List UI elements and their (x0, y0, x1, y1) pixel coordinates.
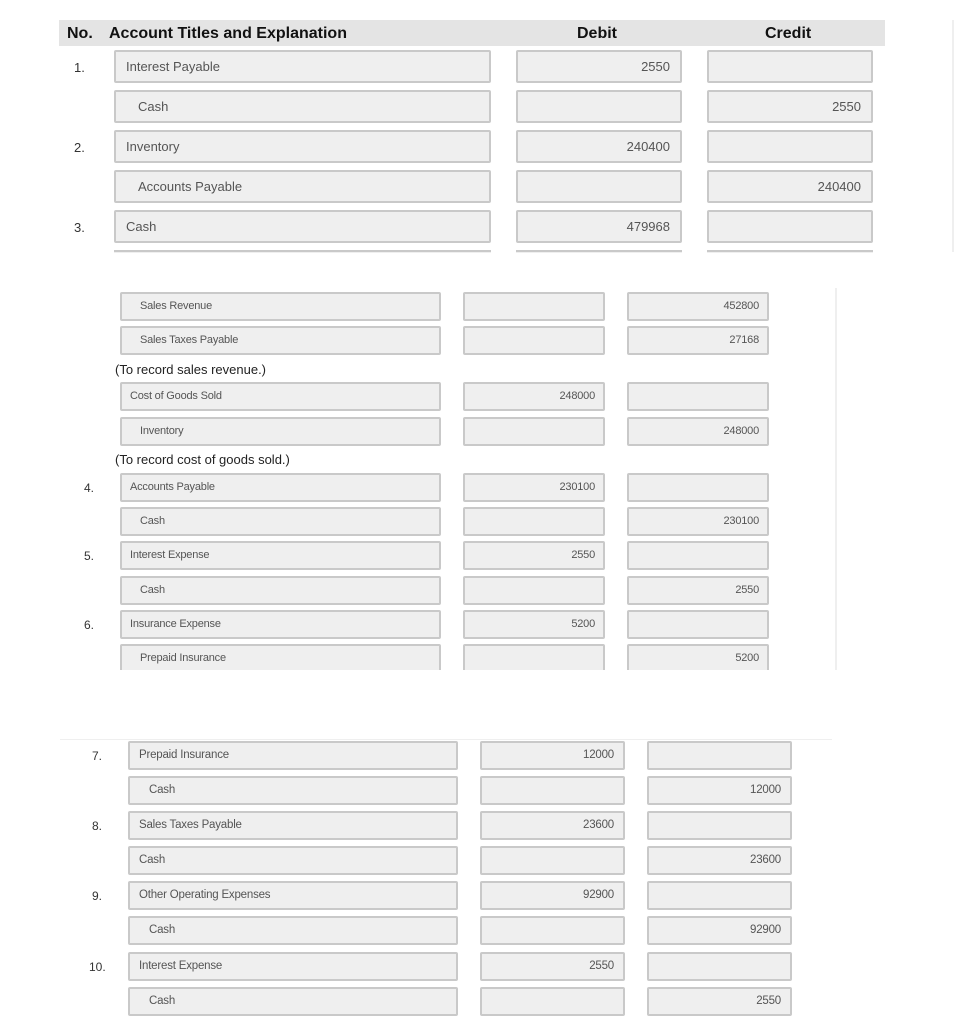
credit-field[interactable]: 2550 (627, 576, 769, 605)
debit-field[interactable]: 5200 (463, 610, 605, 639)
account-field-debit[interactable]: Inventory (114, 130, 491, 163)
table-header (59, 20, 885, 46)
debit-field[interactable]: 2550 (480, 952, 625, 981)
account-field-credit[interactable]: Prepaid Insurance (120, 644, 441, 670)
credit-field[interactable] (627, 610, 769, 639)
account-field-credit[interactable]: Cash (120, 576, 441, 605)
debit-field[interactable] (463, 292, 605, 321)
header-account-titles: Account Titles and Explanation (109, 25, 347, 42)
entry-number: 9. (92, 889, 103, 903)
credit-field[interactable] (627, 541, 769, 570)
account-field-credit[interactable]: Cash (128, 987, 458, 1016)
debit-field[interactable] (463, 326, 605, 355)
account-field-debit[interactable]: Cost of Goods Sold (120, 382, 441, 411)
credit-field[interactable] (707, 210, 873, 243)
credit-field[interactable]: 27168 (627, 326, 769, 355)
credit-field[interactable] (707, 50, 873, 83)
account-field-debit[interactable]: Interest Expense (120, 541, 441, 570)
credit-field[interactable] (647, 811, 792, 840)
credit-field[interactable] (647, 741, 792, 770)
panel-divider (952, 20, 954, 252)
debit-field[interactable]: 2550 (463, 541, 605, 570)
debit-field[interactable]: 240400 (516, 130, 682, 163)
entry-number: 2. (74, 140, 85, 155)
credit-field[interactable]: 230100 (627, 507, 769, 536)
header-credit: Credit (765, 25, 812, 42)
credit-field[interactable]: 2550 (707, 90, 873, 123)
entry-number: 3. (74, 220, 85, 235)
entry-number: 6. (84, 618, 95, 632)
debit-field[interactable] (480, 916, 625, 945)
account-field-credit[interactable]: Sales Taxes Payable (120, 326, 441, 355)
account-field-credit[interactable]: Cash (128, 776, 458, 805)
header-debit: Debit (577, 25, 617, 42)
entry-number: 5. (84, 549, 95, 563)
account-field-credit[interactable]: Sales Revenue (120, 292, 441, 321)
credit-field[interactable]: 248000 (627, 417, 769, 446)
debit-field[interactable]: 12000 (480, 741, 625, 770)
credit-field[interactable]: 452800 (627, 292, 769, 321)
credit-field[interactable]: 240400 (707, 170, 873, 203)
entry-explanation: (To record sales revenue.) (115, 362, 267, 377)
account-field-debit[interactable]: Sales Taxes Payable (128, 811, 458, 840)
credit-field[interactable] (707, 130, 873, 163)
account-field-credit[interactable]: Cash (128, 916, 458, 945)
account-field-credit[interactable]: Cash (120, 507, 441, 536)
credit-field[interactable]: 5200 (627, 644, 769, 670)
debit-field[interactable]: 2550 (516, 50, 682, 83)
account-field-debit[interactable]: Interest Expense (128, 952, 458, 981)
credit-field[interactable]: 92900 (647, 916, 792, 945)
header-no: No. (67, 25, 93, 42)
debit-field[interactable] (480, 987, 625, 1016)
account-field-debit[interactable]: Prepaid Insurance (128, 741, 458, 770)
debit-field[interactable]: 92900 (480, 881, 625, 910)
account-field-debit[interactable]: Accounts Payable (120, 473, 441, 502)
entry-number: 4. (84, 481, 95, 495)
account-field-credit[interactable]: Cash (128, 846, 458, 875)
credit-field[interactable]: 2550 (647, 987, 792, 1016)
credit-field[interactable] (627, 473, 769, 502)
account-field-credit[interactable]: Cash (114, 90, 491, 123)
debit-field[interactable] (516, 170, 682, 203)
account-field-credit[interactable]: Inventory (120, 417, 441, 446)
debit-field[interactable] (516, 90, 682, 123)
debit-field[interactable] (480, 776, 625, 805)
cropped-row-edge (114, 250, 874, 253)
entry-number: 8. (92, 819, 103, 833)
debit-field[interactable]: 230100 (463, 473, 605, 502)
account-field-debit[interactable]: Other Operating Expenses (128, 881, 458, 910)
credit-field[interactable] (627, 382, 769, 411)
entry-number: 1. (74, 60, 85, 75)
panel-divider (60, 739, 832, 740)
credit-field[interactable] (647, 881, 792, 910)
debit-field[interactable]: 479968 (516, 210, 682, 243)
entry-explanation: (To record cost of goods sold.) (115, 452, 290, 467)
entry-number: 7. (92, 749, 103, 763)
debit-field[interactable] (463, 507, 605, 536)
debit-field[interactable]: 248000 (463, 382, 605, 411)
entry-number: 10. (89, 960, 106, 974)
debit-field[interactable] (463, 417, 605, 446)
debit-field[interactable]: 23600 (480, 811, 625, 840)
panel-divider (835, 288, 837, 670)
account-field-debit[interactable]: Cash (114, 210, 491, 243)
credit-field[interactable]: 23600 (647, 846, 792, 875)
account-field-debit[interactable]: Insurance Expense (120, 610, 441, 639)
debit-field[interactable] (463, 576, 605, 605)
cropped-row (118, 644, 773, 670)
account-field-debit[interactable]: Interest Payable (114, 50, 491, 83)
debit-field[interactable] (480, 846, 625, 875)
account-field-credit[interactable]: Accounts Payable (114, 170, 491, 203)
debit-field[interactable] (463, 644, 605, 670)
credit-field[interactable] (647, 952, 792, 981)
credit-field[interactable]: 12000 (647, 776, 792, 805)
